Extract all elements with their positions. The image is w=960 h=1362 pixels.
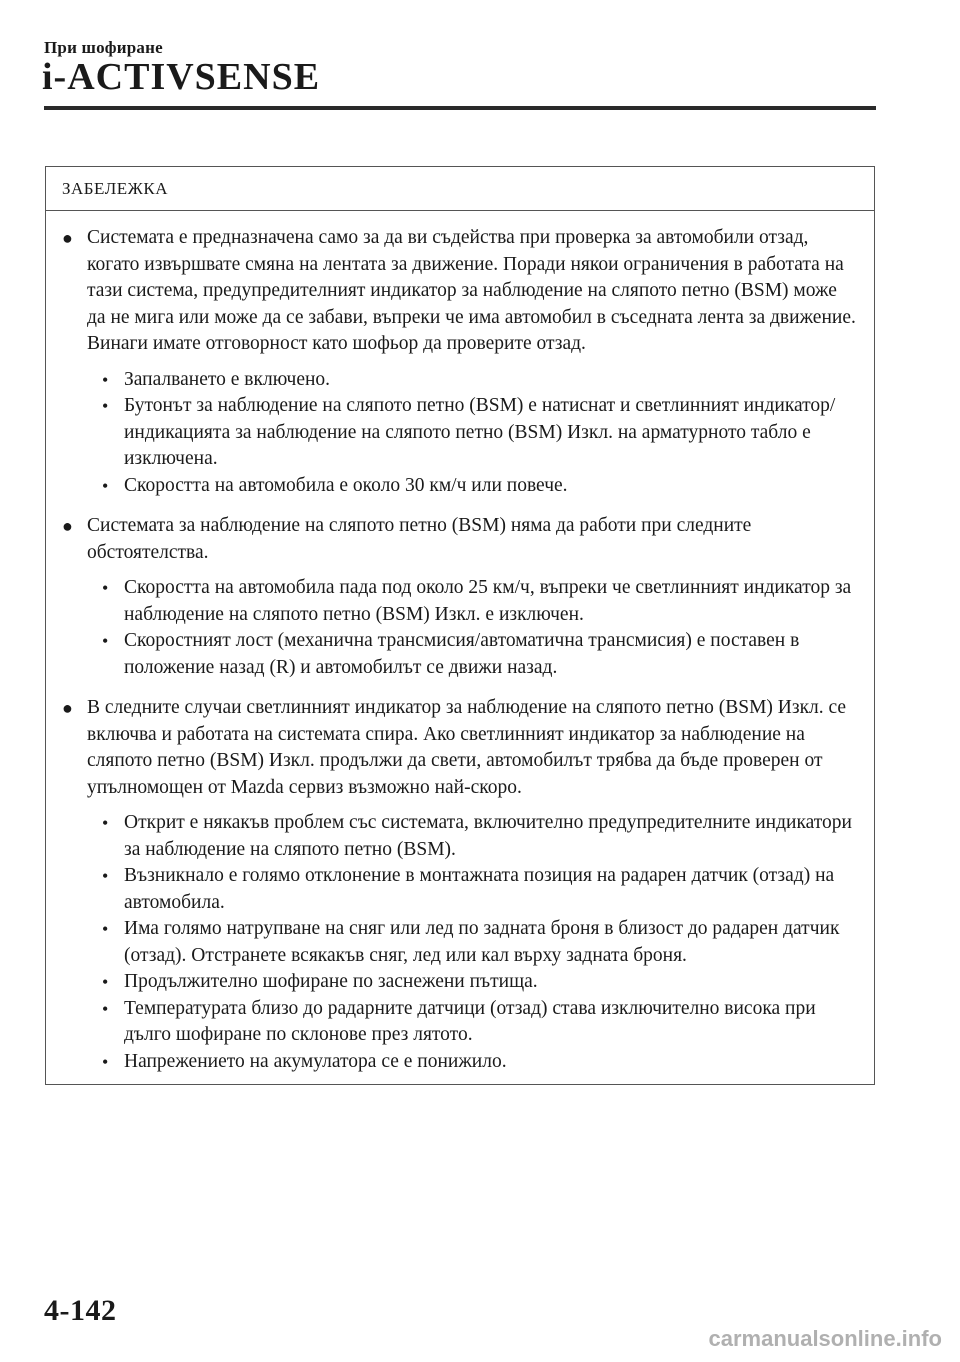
sub-bullet-text: Запалването е включено.	[124, 368, 331, 390]
note-box	[45, 166, 875, 1085]
sub-bullet-item	[62, 367, 860, 394]
sub-bullet-text: Скоростта на автомобила е около 30 км/ч или повече.	[124, 474, 568, 496]
sub-bullet-text: Скоростта на автомобила пада под около 25 км/ч, въпреки че светлинният индикатор за наблюдение на сляпото петно (BSM) Изкл. е изключен.	[124, 577, 852, 625]
sub-bullet-item	[62, 473, 860, 500]
sub-bullet-item	[62, 863, 860, 916]
sub-bullet-item	[62, 393, 860, 473]
bullet-icon: •	[102, 972, 109, 992]
section-label: При шофиране	[44, 38, 163, 57]
page-title: i-ACTIVSENSE	[42, 56, 321, 98]
bullet-icon: •	[102, 396, 109, 416]
sub-bullet-list	[62, 810, 860, 1075]
note-heading: ЗАБЕЛЕЖКА	[46, 167, 874, 211]
bullet-icon: •	[102, 813, 109, 833]
sub-bullet-text: Скоростният лост (механична трансмисия/автоматична трансмисия) е поставен в положение назад (R) и автомобилът се движи назад.	[124, 630, 800, 678]
bullet-icon: •	[102, 866, 109, 886]
sub-bullet-item	[62, 996, 860, 1049]
main-bullet-text: Системата е предназначена само за да ви съдейства при проверка за автомобили отзад, когато извършвате смяна на лентата за движение. Поради някои ограничения в работата на тази система, предупредителният индикатор за наблюдение на сляпото петно (BSM) може да не мига или може да се забави, въпреки че има автомобил в съседната лента за движение. Винаги имате отговорност като шофьор да проверите отзад.	[87, 227, 856, 354]
bullet-icon: ●	[62, 516, 73, 536]
bullet-icon: ●	[62, 228, 73, 248]
sub-bullet-item	[62, 1049, 860, 1076]
note-group	[62, 513, 860, 681]
note-group	[62, 225, 860, 499]
sub-bullet-text: Открит е някакъв проблем със системата, включително предупредителните индикатори за наблюдение на сляпото петно (BSM).	[124, 812, 852, 860]
sub-bullet-item	[62, 969, 860, 996]
sub-bullet-item	[62, 810, 860, 863]
note-body	[46, 211, 874, 1075]
sub-bullet-text: Напрежението на акумулатора се е понижило.	[124, 1050, 507, 1072]
sub-bullet-item	[62, 916, 860, 969]
main-bullet-item	[62, 225, 860, 358]
sub-bullet-item	[62, 575, 860, 628]
sub-bullet-text: Има голямо натрупване на сняг или лед по задната броня в близост до радарен датчик (отзад). Отстранете всякакъв сняг, лед или кал върху задната броня.	[124, 918, 840, 966]
bullet-icon: •	[102, 998, 109, 1019]
page-number: 4-142	[44, 1294, 117, 1327]
note-group	[62, 695, 860, 1075]
main-bullet-text: В следните случаи светлинният индикатор за наблюдение на сляпото петно (BSM) Изкл. се включва и работата на системата спира. Ако светлинният индикатор за наблюдение на сляпото петно (BSM) Изкл. продължи да свети, автомобилът трябва да бъде проверен от упълномощен от Mazda сервиз възможно най-скоро.	[87, 697, 847, 798]
sub-bullet-list	[62, 367, 860, 500]
watermark: carmanualsonline.info	[708, 1326, 942, 1351]
sub-bullet-text: Температурата близо до радарните датчици (отзад) става изключително висока при дълго шофиране по склонове през лятото.	[124, 997, 816, 1045]
sub-bullet-text: Бутонът за наблюдение на сляпото петно (BSM) е натиснат и светлинният индикатор/индикацията за наблюдение на сляпото петно (BSM) Изкл. на арматурното табло е изключена.	[124, 395, 836, 469]
bullet-icon: ●	[62, 698, 73, 718]
bullet-icon: •	[102, 1051, 109, 1072]
sub-bullet-list	[62, 575, 860, 681]
bullet-icon: •	[102, 919, 109, 939]
bullet-icon: •	[102, 475, 109, 496]
bullet-icon: •	[102, 578, 109, 598]
header-divider	[44, 106, 876, 110]
main-bullet-item	[62, 513, 860, 566]
main-bullet-item	[62, 695, 860, 801]
bullet-icon: •	[102, 631, 109, 651]
sub-bullet-item	[62, 628, 860, 681]
sub-bullet-text: Възникнало е голямо отклонение в монтажната позиция на радарен датчик (отзад) на автомобила.	[124, 865, 835, 913]
main-bullet-text: Системата за наблюдение на сляпото петно (BSM) няма да работи при следните обстоятелства.	[87, 515, 752, 563]
sub-bullet-text: Продължително шофиране по заснежени пътища.	[124, 971, 538, 992]
bullet-icon: •	[102, 369, 109, 390]
